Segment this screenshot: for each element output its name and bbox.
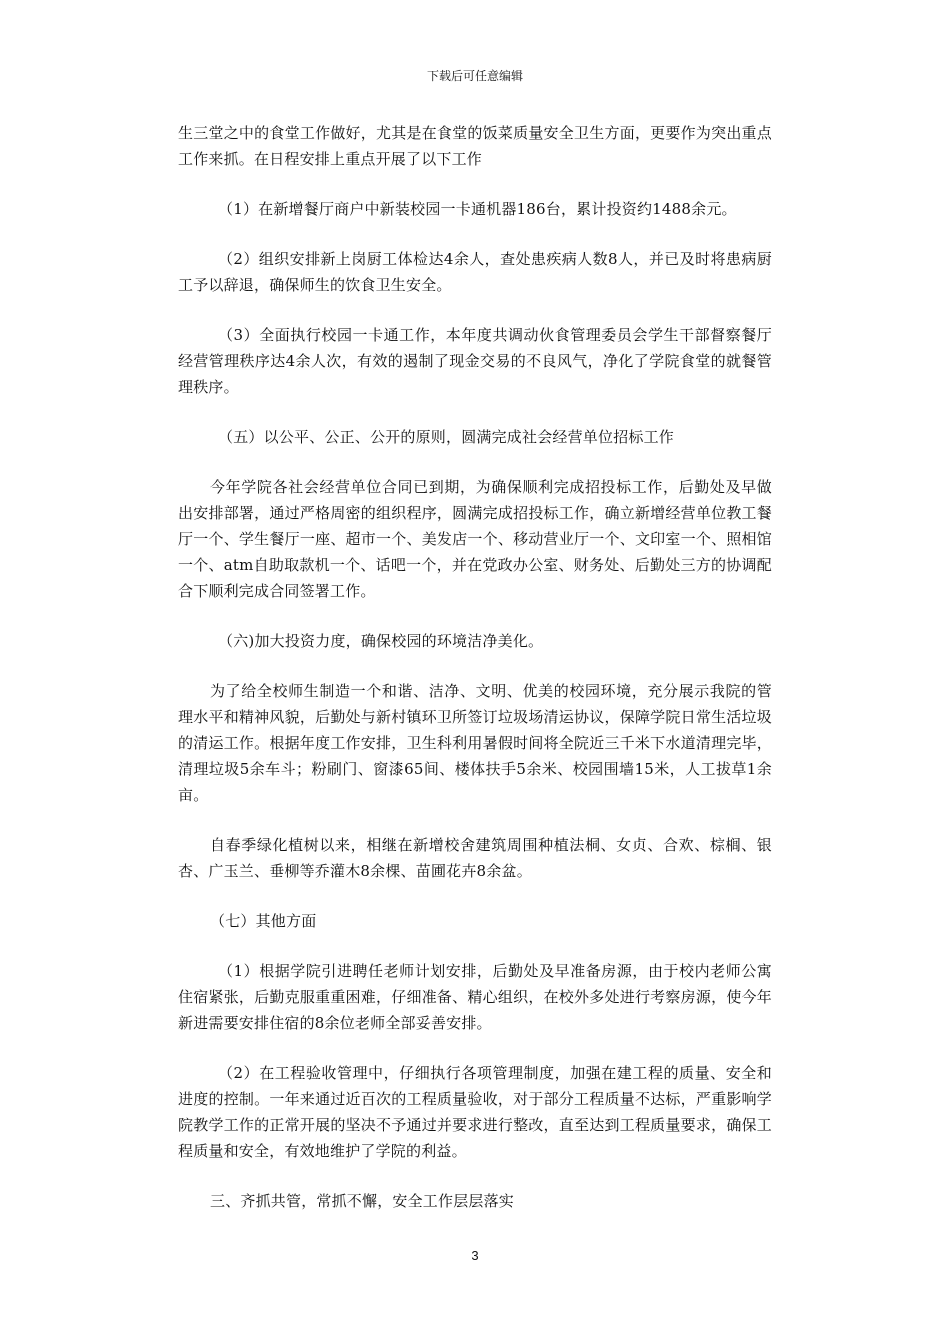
paragraph-engineering: （2）在工程验收管理中，仔细执行各项管理制度，加强在建工程的质量、安全和进度的控制。一年来通过近百次的工程质量验收，对于部分工程质量不达标，严重影响学院教学工作的正常开展的坚决不予通过并要求进行整改，直至达到工程质量要求，确保工程质量和安全，有效地维护了学院的利益。 — [178, 1064, 772, 1160]
paragraph-card-machines: （1）在新增餐厅商户中新装校园一卡通机器186台，累计投资约1488余元。 — [218, 200, 737, 218]
paragraph-health-check: （2）组织安排新上岗厨工体检达4余人，查处患疾病人数8人，并已及时将患病厨工予以辞退，确保师生的饮食卫生安全。 — [178, 250, 772, 294]
paragraph-campus-card: （3）全面执行校园一卡通工作，本年度共调动伙食管理委员会学生干部督察餐厅经营管理秩序达4余人次，有效的遏制了现金交易的不良风气，净化了学院食堂的就餐管理秩序。 — [178, 326, 772, 396]
page-number: 3 — [471, 1248, 479, 1263]
paragraph-canteen-intro: 生三堂之中的食堂工作做好，尤其是在食堂的饭菜质量安全卫生方面，更要作为突出重点工作来抓。在日程安排上重点开展了以下工作 — [178, 124, 772, 168]
paragraph-bidding: 今年学院各社会经营单位合同已到期，为确保顺利完成招投标工作，后勤处及早做出安排部署，通过严格周密的组织程序，圆满完成招投标工作，确立新增经营单位教工餐厅一个、学生餐厅一座、超市一个、美发店一个、移动营业厅一个、文印室一个、照相馆一个、atm自助取款机一个、话吧一个，并在党政办公室、财务处、后勤处三方的协调配合下顺利完成合同签署工作。 — [178, 478, 772, 600]
page-header: 下载后可任意编辑 — [426, 69, 523, 83]
paragraph-environment: 为了给全校师生制造一个和谐、洁净、文明、优美的校园环境，充分展示我院的管理水平和精神风貌，后勤处与新村镇环卫所签订垃圾场清运协议，保障学院日常生活垃圾的清运工作。根据年度工作安排，卫生科利用暑假时间将全院近三千米下水道清理完毕，清理垃圾5余车斗；粉刷门、窗漆65间、楼体扶手5余米、校园围墙15米，人工拔草1余亩。 — [178, 682, 772, 804]
document-body — [178, 120, 772, 1214]
section-heading-bidding: （五）以公平、公正、公开的原则，圆满完成社会经营单位招标工作 — [218, 428, 675, 446]
paragraph-greening: 自春季绿化植树以来，相继在新增校舍建筑周围种植法桐、女贞、合欢、棕榈、银杏、广玉兰、垂柳等乔灌木8余棵、苗圃花卉8余盆。 — [178, 836, 772, 880]
section-heading-safety: 三、齐抓共管，常抓不懈，安全工作层层落实 — [210, 1192, 515, 1210]
section-heading-other: （七）其他方面 — [210, 912, 317, 930]
paragraph-housing: （1）根据学院引进聘任老师计划安排，后勤处及早准备房源，由于校内老师公寓住宿紧张，后勤克服重重困难，仔细准备、精心组织，在校外多处进行考察房源，使今年新进需要安排住宿的8余位老师全部妥善安排。 — [178, 962, 772, 1032]
section-heading-environment: （六)加大投资力度，确保校园的环境洁净美化。 — [218, 632, 544, 650]
